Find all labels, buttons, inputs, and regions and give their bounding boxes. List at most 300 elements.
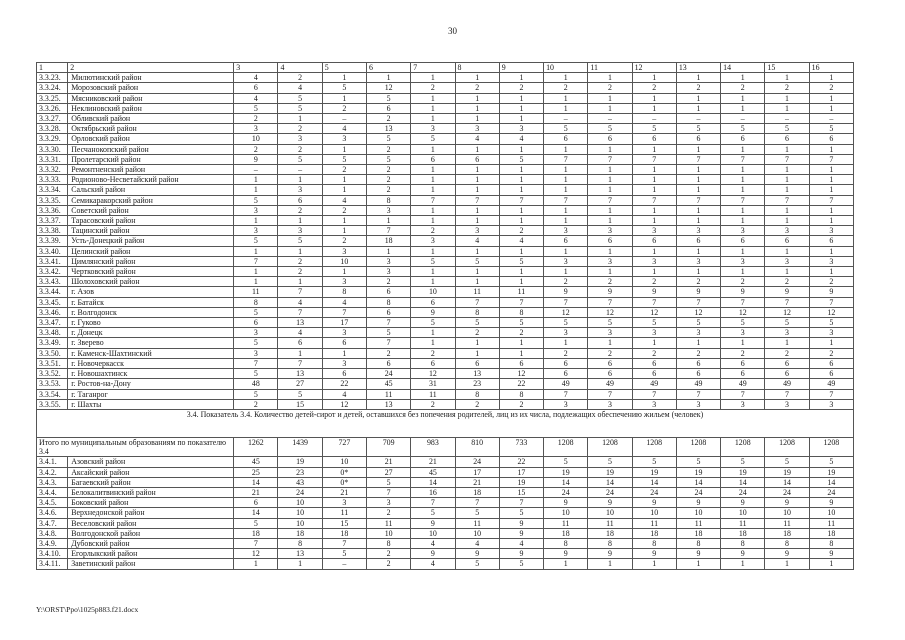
section-title: 3.4. Показатель 3.4. Количество детей-сирот и детей, оставшихся без попечения родителей, лиц из их числа, подлежащих обеспечению жильем (человек) [37,409,854,437]
value-cell: 5 [278,389,322,399]
value-cell: 1 [278,175,322,185]
value-cell: 5 [234,236,278,246]
value-cell: 6 [632,134,676,144]
column-number-cell: 7 [411,63,455,73]
value-cell: 1 [499,93,543,103]
value-cell: 1 [499,114,543,124]
value-cell: 1 [322,175,366,185]
value-cell: 6 [234,498,278,508]
value-cell: 1 [765,559,809,569]
value-cell: 14 [234,477,278,487]
value-cell: 18 [676,528,720,538]
value-cell: 1 [322,267,366,277]
value-cell: – [765,114,809,124]
value-cell: 11 [544,518,588,528]
value-cell: 1 [765,216,809,226]
value-cell: 1 [676,559,720,569]
value-cell: 4 [411,559,455,569]
value-cell: 15 [278,399,322,409]
value-cell: 12 [721,307,765,317]
value-cell: 1 [499,348,543,358]
value-cell: 3 [234,205,278,215]
row-name-cell: г. Гуково [68,318,234,328]
value-cell: 8 [588,538,632,548]
value-cell: 11 [809,518,853,528]
value-cell: 4 [234,73,278,83]
value-cell: 14 [676,477,720,487]
row-code-cell: 3.3.53. [37,379,68,389]
value-cell: 9 [721,287,765,297]
value-cell: 1 [632,175,676,185]
value-cell: 18 [455,487,499,497]
value-cell: 2 [322,236,366,246]
value-cell: 2 [411,226,455,236]
row-code-cell: 3.4.11. [37,559,68,569]
value-cell: 5 [411,318,455,328]
value-cell: 1 [234,267,278,277]
row-name-cell: г. Новочеркасск [68,358,234,368]
value-cell: 2 [367,559,411,569]
value-cell: 3 [322,246,366,256]
value-cell: 3 [676,328,720,338]
row-code-cell: 3.3.31. [37,154,68,164]
value-cell: 9 [809,549,853,559]
value-cell: 15 [499,487,543,497]
value-cell: 7 [455,195,499,205]
table-row [37,256,854,266]
value-cell: 2 [499,399,543,409]
value-cell: 1 [278,216,322,226]
value-cell: 6 [234,318,278,328]
value-cell: 14 [544,477,588,487]
value-cell: 14 [411,477,455,487]
value-cell: 1 [632,338,676,348]
value-cell: 6 [765,369,809,379]
table-row [37,348,854,358]
value-cell: 6 [588,236,632,246]
value-cell: 5 [367,134,411,144]
value-cell: 11 [721,518,765,528]
value-cell: 10 [411,287,455,297]
value-cell: 18 [278,528,322,538]
value-cell: 4 [455,134,499,144]
row-code-cell: 3.3.41. [37,256,68,266]
value-cell: 6 [721,236,765,246]
value-cell: 1 [455,267,499,277]
row-code-cell: 3.3.28. [37,124,68,134]
value-cell: 9 [676,287,720,297]
value-cell: 1 [632,246,676,256]
row-name-cell: Советский район [68,205,234,215]
value-cell: 6 [411,297,455,307]
value-cell: 6 [676,369,720,379]
value-cell: 10 [765,508,809,518]
value-cell: 7 [544,195,588,205]
value-cell: 5 [721,457,765,467]
value-cell: 12 [765,307,809,317]
value-cell: 4 [499,134,543,144]
value-cell: 6 [367,358,411,368]
value-cell: 10 [278,518,322,528]
value-cell: 14 [632,477,676,487]
value-cell: 4 [322,195,366,205]
value-cell: 6 [278,338,322,348]
row-name-cell: Веселовский район [68,518,234,528]
value-cell: 6 [455,154,499,164]
value-cell: 6 [322,369,366,379]
value-cell: 1 [455,165,499,175]
value-cell: 11 [411,389,455,399]
value-cell: 6 [588,134,632,144]
column-number-cell: 11 [588,63,632,73]
row-name-cell: Мясниковский район [68,93,234,103]
value-cell: 1 [411,267,455,277]
value-cell: 9 [499,518,543,528]
value-cell: 8 [455,307,499,317]
row-code-cell: 3.3.38. [37,226,68,236]
value-cell: 18 [765,528,809,538]
value-cell: 1 [676,175,720,185]
value-cell: 9 [411,307,455,317]
value-cell: 12 [632,307,676,317]
value-cell: 1 [322,73,366,83]
value-cell: 10 [234,134,278,144]
value-cell: 49 [721,379,765,389]
value-cell: 2 [765,83,809,93]
value-cell: 49 [809,379,853,389]
table-row [37,508,854,518]
value-cell: 1 [234,559,278,569]
value-cell: 1 [455,205,499,215]
value-cell: 1 [411,103,455,113]
value-cell: 1 [765,185,809,195]
value-cell: 2 [367,175,411,185]
value-cell: 1 [809,559,853,569]
value-cell: 12 [411,369,455,379]
value-cell: 12 [234,549,278,559]
value-cell: 7 [499,297,543,307]
value-cell: 22 [499,457,543,467]
section-title-row [37,409,854,437]
value-cell: 10 [411,528,455,538]
value-cell: 2 [544,348,588,358]
value-cell: 7 [499,498,543,508]
value-cell: 4 [455,236,499,246]
table-row [37,216,854,226]
value-cell: 3 [632,256,676,266]
value-cell: 7 [676,195,720,205]
value-cell: 5 [721,318,765,328]
value-cell: 7 [809,154,853,164]
value-cell: 1 [721,73,765,83]
value-cell: 19 [676,467,720,477]
table-row [37,318,854,328]
value-cell: 19 [632,467,676,477]
value-cell: 8 [367,195,411,205]
column-number-cell: 1 [37,63,68,73]
value-cell: 1 [632,559,676,569]
row-code-cell: 3.4.2. [37,467,68,477]
total-value-cell: 1208 [588,437,632,456]
value-cell: 1 [676,103,720,113]
value-cell: 13 [278,549,322,559]
value-cell: 1 [765,144,809,154]
row-name-cell: Волгодонской район [68,528,234,538]
value-cell: 7 [367,487,411,497]
value-cell: 3 [809,399,853,409]
value-cell: 1 [544,338,588,348]
value-cell: 31 [411,379,455,389]
value-cell: 2 [278,124,322,134]
value-cell: 2 [632,277,676,287]
value-cell: 2 [765,277,809,287]
value-cell: 2 [455,328,499,338]
value-cell: 24 [809,487,853,497]
value-cell: 1 [411,93,455,103]
value-cell: 1 [765,175,809,185]
value-cell: 7 [411,498,455,508]
value-cell: 9 [588,498,632,508]
value-cell: 13 [367,399,411,409]
value-cell: 5 [588,124,632,134]
row-code-cell: 3.3.48. [37,328,68,338]
value-cell: 1 [544,144,588,154]
value-cell: – [322,114,366,124]
row-name-cell: Родионово-Несветайский район [68,175,234,185]
value-cell: 1 [632,103,676,113]
value-cell: 8 [499,307,543,317]
value-cell: 21 [234,487,278,497]
value-cell: 19 [588,467,632,477]
value-cell: 5 [322,549,366,559]
value-cell: 25 [234,467,278,477]
value-cell: 9 [411,549,455,559]
table-row [37,389,854,399]
value-cell: 1 [809,185,853,195]
value-cell: 7 [676,297,720,307]
value-cell: 5 [234,338,278,348]
value-cell: 1 [411,144,455,154]
value-cell: 7 [676,389,720,399]
value-cell: 1 [809,144,853,154]
value-cell: 7 [632,195,676,205]
row-code-cell: 3.3.24. [37,83,68,93]
value-cell: 8 [234,297,278,307]
value-cell: 5 [278,154,322,164]
value-cell: 24 [278,487,322,497]
value-cell: 7 [721,154,765,164]
column-number-cell: 4 [278,63,322,73]
value-cell: 7 [588,195,632,205]
table-row [37,144,854,154]
row-code-cell: 3.3.54. [37,389,68,399]
value-cell: 10 [632,508,676,518]
value-cell: 1 [322,93,366,103]
row-name-cell: г. Азов [68,287,234,297]
value-cell: 7 [455,297,499,307]
value-cell: 3 [455,226,499,236]
row-name-cell: Целинский район [68,246,234,256]
value-cell: 3 [632,399,676,409]
value-cell: 5 [455,256,499,266]
value-cell: 1 [499,338,543,348]
value-cell: 5 [765,457,809,467]
value-cell: 14 [765,477,809,487]
value-cell: 5 [367,477,411,487]
value-cell: 3 [367,256,411,266]
value-cell: 2 [367,114,411,124]
value-cell: 3 [411,236,455,246]
table-row [37,528,854,538]
value-cell: 2 [499,328,543,338]
value-cell: 1 [721,185,765,195]
total-value-cell: 1208 [632,437,676,456]
value-cell: 45 [411,467,455,477]
value-cell: 10 [367,528,411,538]
value-cell: 5 [809,124,853,134]
value-cell: 6 [632,236,676,246]
row-name-cell: Тацинский район [68,226,234,236]
value-cell: 4 [322,124,366,134]
row-code-cell: 3.3.52. [37,369,68,379]
value-cell: 1 [809,267,853,277]
value-cell: 8 [809,538,853,548]
value-cell: 5 [721,124,765,134]
value-cell: 1 [588,216,632,226]
value-cell: 5 [544,318,588,328]
value-cell: 5 [765,124,809,134]
value-cell: 1 [676,205,720,215]
value-cell: 1 [544,246,588,256]
value-cell: 1 [809,246,853,256]
value-cell: 3 [278,226,322,236]
value-cell: 1 [322,144,366,154]
value-cell: 3 [676,256,720,266]
value-cell: 2 [809,83,853,93]
row-name-cell: г. Каменск-Шахтинский [68,348,234,358]
value-cell: 1 [322,226,366,236]
value-cell: 1 [809,73,853,83]
value-cell: 7 [234,538,278,548]
value-cell: 5 [411,508,455,518]
value-cell: 5 [676,318,720,328]
value-cell: 18 [367,236,411,246]
table-row [37,134,854,144]
value-cell: 2 [367,165,411,175]
row-name-cell: Азовский район [68,457,234,467]
value-cell: 1 [544,103,588,113]
value-cell: 7 [278,287,322,297]
value-cell: 1 [322,348,366,358]
value-cell: 7 [588,154,632,164]
value-cell: 18 [809,528,853,538]
value-cell: 24 [455,457,499,467]
value-cell: 8 [322,287,366,297]
value-cell: 3 [322,328,366,338]
value-cell: 10 [588,508,632,518]
value-cell: 17 [322,318,366,328]
value-cell: 10 [676,508,720,518]
value-cell: 7 [632,389,676,399]
table-row [37,287,854,297]
value-cell: 3 [234,328,278,338]
value-cell: 4 [322,297,366,307]
row-code-cell: 3.3.40. [37,246,68,256]
row-code-cell: 3.3.36. [37,205,68,215]
table-row [37,498,854,508]
value-cell: 3 [411,124,455,134]
value-cell: 10 [322,256,366,266]
value-cell: 1 [721,246,765,256]
value-cell: 3 [322,134,366,144]
value-cell: 1 [234,175,278,185]
column-number-cell: 5 [322,63,366,73]
value-cell: 10 [721,508,765,518]
table-row [37,195,854,205]
value-cell: 18 [234,528,278,538]
value-cell: 11 [632,518,676,528]
value-cell: 21 [322,487,366,497]
value-cell: 1 [721,267,765,277]
row-name-cell: Пролетарский район [68,154,234,164]
value-cell: 1 [676,338,720,348]
value-cell: 18 [632,528,676,538]
value-cell: 7 [322,538,366,548]
table-row [37,338,854,348]
table-row [37,518,854,528]
value-cell: 2 [809,348,853,358]
value-cell: 5 [455,318,499,328]
table-row [37,328,854,338]
value-cell: 3 [765,226,809,236]
value-cell: 1 [455,185,499,195]
value-cell: 5 [278,236,322,246]
value-cell: 1 [721,338,765,348]
value-cell: 1 [676,267,720,277]
value-cell: 11 [367,518,411,528]
value-cell: 11 [234,287,278,297]
value-cell: 1 [721,559,765,569]
value-cell: 1 [499,267,543,277]
value-cell: 19 [278,457,322,467]
value-cell: 1 [544,175,588,185]
value-cell: 9 [234,154,278,164]
value-cell: 2 [588,83,632,93]
value-cell: 13 [278,369,322,379]
value-cell: 7 [234,256,278,266]
value-cell: 9 [632,549,676,559]
row-name-cell: Милютинский район [68,73,234,83]
value-cell: 3 [588,328,632,338]
value-cell: 1 [632,216,676,226]
value-cell: 8 [676,538,720,548]
table-row [37,559,854,569]
value-cell: 2 [367,348,411,358]
value-cell: 3 [721,256,765,266]
value-cell: 6 [809,369,853,379]
value-cell: 3 [455,124,499,134]
value-cell: 7 [721,195,765,205]
value-cell: 3 [632,328,676,338]
value-cell: 2 [588,277,632,287]
value-cell: 1 [588,144,632,154]
value-cell: 3 [544,256,588,266]
value-cell: 6 [632,369,676,379]
column-number-cell: 3 [234,63,278,73]
value-cell: 6 [676,236,720,246]
value-cell: 8 [765,538,809,548]
value-cell: 6 [676,358,720,368]
